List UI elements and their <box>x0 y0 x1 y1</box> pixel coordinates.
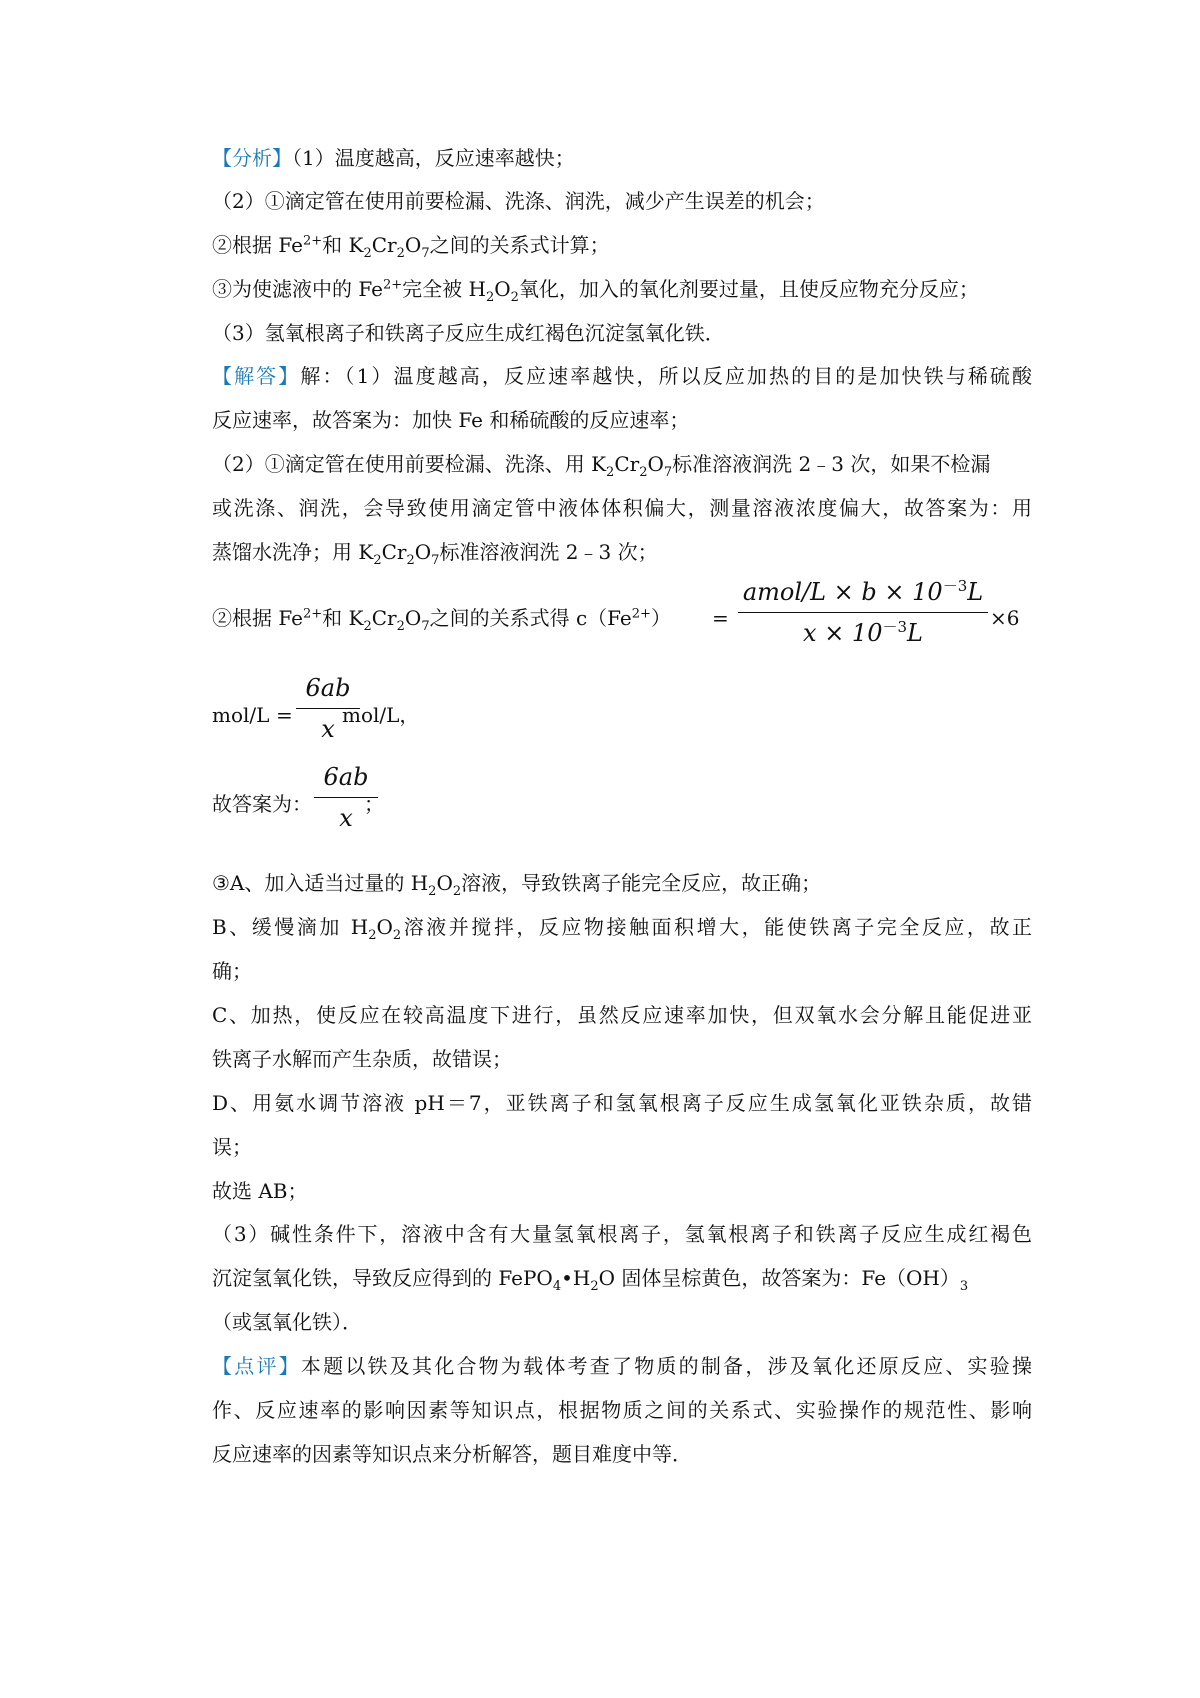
answer-line-3: （2）①滴定管在使用前要检漏、洗涤、用 $K_2Cr_2O_7$标准溶液润洗 2﹣3 次，如果不检漏 <box>212 452 991 480</box>
part3-line-1: （3）碱性条件下，溶液中含有大量氢氧根离子，氢氧根离子和铁离子反应生成红褐色 <box>212 1222 1032 1246</box>
analysis-line-1: 【分析】（1）温度越高，反应速率越快； <box>212 146 575 170</box>
answer-prefix: 故答案为： <box>212 792 312 816</box>
option-c-cont: 铁离子水解而产生杂质，故错误； <box>212 1047 512 1071</box>
mol-unit-2: mol/L， <box>342 703 420 727</box>
mol-unit: mol/L <box>212 703 270 727</box>
fraction-numerator: amol/L × $b \times 10^{-3}L$ <box>742 577 984 606</box>
answer-line-1: 【解答】解：（1）温度越高，反应速率越快，所以反应加热的目的是加快铁与稀硫酸 <box>212 364 1032 388</box>
equals-sign: = <box>712 606 729 630</box>
answer-line-4: 或洗涤、润洗，会导致使用滴定管中液体体积偏大，测量溶液浓度偏大，故答案为：用 <box>212 496 1032 520</box>
answer-line-6: ②根据 $Fe^{2+}$和 $K_2Cr_2O_7$之间的关系式得 $c(Fe^{2+})$ <box>212 606 671 634</box>
choice: 故选 AB； <box>212 1179 308 1203</box>
answer-line-2: 反应速率，故答案为：加快 Fe 和稀硫酸的反应速率； <box>212 408 690 432</box>
option-b: B、缓慢滴加 $H_2O_2$溶液并搅拌，反应物接触面积增大，能使铁离子完全反应，故正 <box>212 915 1032 943</box>
analysis-line-5: （3）氢氧根离子和铁离子反应生成红褐色沉淀氢氧化铁． <box>212 321 725 345</box>
option-c: C、加热，使反应在较高温度下进行，虽然反应速率加快，但双氧水会分解且能促进亚 <box>212 1003 1032 1027</box>
times-six: ×6 <box>990 606 1020 630</box>
analysis-tag: 【分析】 <box>212 146 292 170</box>
fraction-bar <box>738 612 988 613</box>
comment-line-3: 反应速率的因素等知识点来分析解答，题目难度中等． <box>212 1442 692 1466</box>
fraction-denominator: $x \times 10^{-3}L$ <box>803 618 923 647</box>
analysis-line-4: ③为使滤液中的 $Fe^{2+}$完全被 $H_2O_2$氧化，加入的氧化剂要过量，且使反应物充分反应； <box>212 277 979 305</box>
answer-line-5: 蒸馏水洗净；用 $K_2Cr_2O_7$标准溶液润洗 2﹣3 次； <box>212 540 658 568</box>
equals-sign-2: = <box>276 703 293 727</box>
answer-suffix: ； <box>364 792 384 816</box>
analysis-line-3: ②根据 $Fe^{2+}$和 $K_2Cr_2O_7$之间的关系式计算； <box>212 233 610 261</box>
option-d-cont: 误； <box>212 1135 252 1159</box>
answer-fraction: 6ab x <box>314 761 378 834</box>
answer-tag: 【解答】 <box>212 364 301 388</box>
option-b-cont: 确； <box>212 959 252 983</box>
option-d: D、用氨水调节溶液 pH＝7，亚铁离子和氢氧根离子反应生成氢氧化亚铁杂质，故错 <box>212 1091 1032 1115</box>
comment-line-1: 【点评】本题以铁及其化合物为载体考查了物质的制备，涉及氧化还原反应、实验操 <box>212 1354 1033 1378</box>
option-a: ③A、加入适当过量的 $H_2O_2$溶液，导致铁离子能完全反应，故正确； <box>212 871 822 899</box>
concentration-fraction <box>738 576 988 649</box>
comment-line-2: 作、反应速率的影响因素等知识点，根据物质之间的关系式、实验操作的规范性、影响 <box>212 1398 1032 1422</box>
part3-line-2: 沉淀氢氧化铁，导致反应得到的 $FePO_4•H_2O$ 固体呈棕黄色，故答案为：$Fe(OH)_3$ <box>212 1266 969 1294</box>
comment-tag: 【点评】 <box>212 1354 301 1378</box>
result-fraction: 6ab x <box>296 672 360 745</box>
analysis-line-2: （2）①滴定管在使用前要检漏、洗涤、润洗，减少产生误差的机会； <box>212 189 825 213</box>
part3-line-3: （或氢氧化铁）． <box>212 1310 362 1334</box>
